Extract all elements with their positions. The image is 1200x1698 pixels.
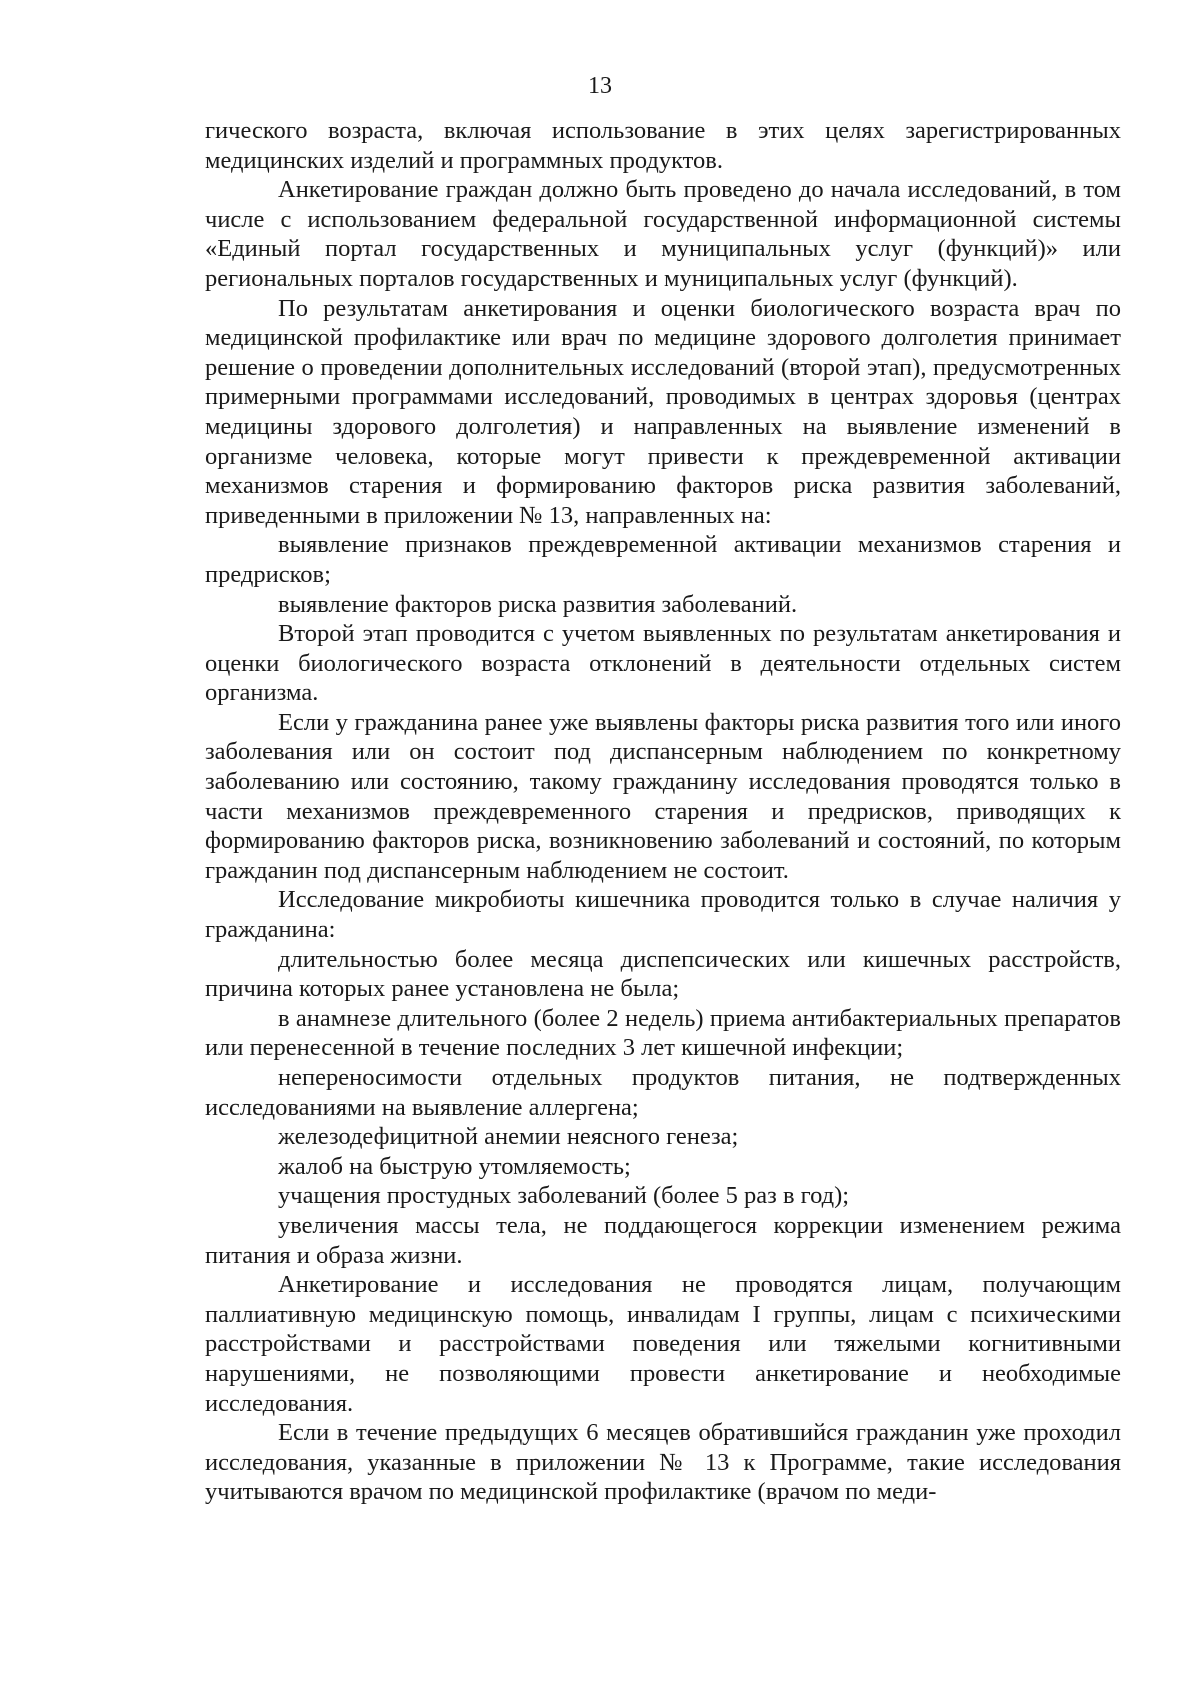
paragraph-second-stage: Второй этап проводится с учетом выявленных по результатам анкетирования и оценки биологического возраста отклонений в деятельности отдельных систем организма. bbox=[205, 620, 1121, 707]
list-item-food-intolerance: непереносимости отдельных продуктов питания, не подтвержденных исследованиями на выявление аллергена; bbox=[205, 1064, 1121, 1121]
paragraph-exclusions: Анкетирование и исследования не проводятся лицам, получающим паллиативную медицинскую помощь, инвалидам I группы, лицам с психическими расстройствами и расстройствами поведения или тяжелыми когнитивными нарушениями, не позволяющими провести анкетирование и необходимые исследования. bbox=[205, 1271, 1121, 1417]
list-item-body-mass: увеличения массы тела, не поддающегося коррекции изменением режима питания и образа жизни. bbox=[205, 1211, 1121, 1269]
list-item-fatigue: жалоб на быструю утомляемость; bbox=[278, 1152, 631, 1180]
list-item-antibiotics: в анамнезе длительного (более 2 недель) приема антибактериальных препаратов или перенесенной в течение последних 3 лет кишечной инфекции; bbox=[205, 1004, 1121, 1062]
list-item-aging-signs: выявление признаков преждевременной активации механизмов старения и предрисков; bbox=[205, 531, 1121, 588]
list-item-dyspepsia: длительностью более месяца диспепсических или кишечных расстройств, причина которых ранее установлена не была; bbox=[205, 945, 1121, 1003]
list-item-colds: учащения простудных заболеваний (более 5 раз в год); bbox=[278, 1182, 850, 1210]
document-body bbox=[205, 116, 1121, 1507]
paragraph-survey-timing: Анкетирование граждан должно быть проведено до начала исследований, в том числе с использованием федеральной государственной информационной системы «Единый портал государственных и муниципальных услуг (функций)» или региональных порталов государственных и муниципальных услуг (функций). bbox=[205, 176, 1121, 292]
list-item-risk-factors: выявление факторов риска развития заболеваний. bbox=[278, 590, 798, 618]
paragraph-existing-risk-factors: Если у гражданина ранее уже выявлены факторы риска развития того или иного заболевания или он состоит под диспансерным наблюдением по конкретному заболеванию или состоянию, такому гражданину исследования проводятся только в части механизмов преждевременного старения и предрисков, приводящих к формированию факторов риска, возникновению заболеваний и состояний, по которым гражданин под диспансерным наблюдением не состоит. bbox=[205, 708, 1121, 884]
paragraph-continuation: гического возраста, включая использование в этих целях зарегистрированных медицинских изделий и программных продуктов. bbox=[205, 117, 1121, 174]
paragraph-second-stage-decision: По результатам анкетирования и оценки биологического возраста врач по медицинской профилактике или врач по медицине здорового долголетия принимает решение о проведении дополнительных исследований (второй этап), предусмотренных примерными программами исследований, проводимых в центрах здоровья (центрах медицины здорового долголетия) и направленных на выявление изменений в организме человека, которые могут привести к преждевременной активации механизмов старения и формированию факторов риска развития заболеваний, приведенными в приложении № 13, направленных на: bbox=[205, 294, 1121, 529]
page-number: 13 bbox=[588, 73, 612, 99]
paragraph-microbiota-study: Исследование микробиоты кишечника проводится только в случае наличия у гражданина: bbox=[205, 886, 1121, 944]
paragraph-previous-studies: Если в течение предыдущих 6 месяцев обратившийся гражданин уже проходил исследования, указанные в приложении № 13 к Программе, такие исследования учитываются врачом по медицинской профилактике (врачом по меди- bbox=[205, 1419, 1121, 1506]
list-item-anemia: железодефицитной анемии неясного генеза; bbox=[278, 1123, 739, 1151]
